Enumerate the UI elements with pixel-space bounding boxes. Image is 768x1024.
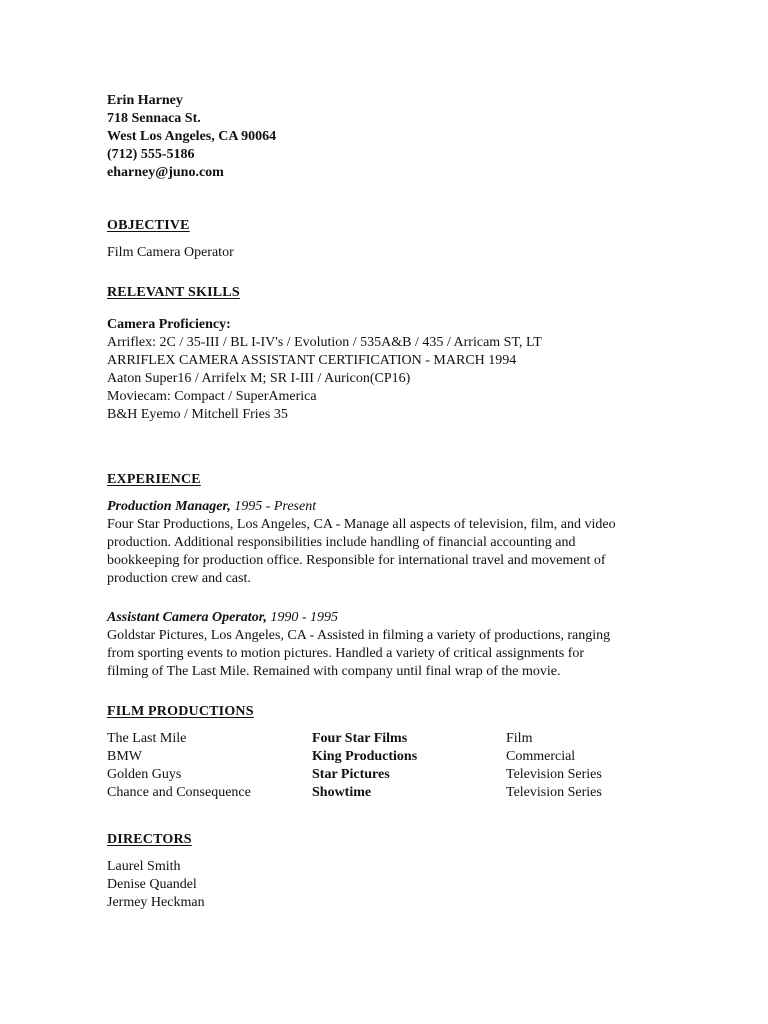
production-type: Commercial bbox=[506, 749, 576, 764]
job-title-line bbox=[107, 609, 338, 627]
contact-street: 718 Sennaca St. bbox=[107, 111, 201, 126]
objective-text: Film Camera Operator bbox=[107, 245, 234, 260]
skills-line: ARRIFLEX CAMERA ASSISTANT CERTIFICATION - MARCH 1994 bbox=[107, 353, 517, 368]
job-title-line bbox=[107, 498, 316, 516]
skills-line: Aaton Super16 / Arrifelx M; SR I-III / Auricon(CP16) bbox=[107, 371, 411, 386]
objective-heading: OBJECTIVE bbox=[107, 218, 190, 233]
directors-heading: DIRECTORS bbox=[107, 832, 192, 847]
job-title: Production Manager, bbox=[107, 499, 231, 514]
production-title: Chance and Consequence bbox=[107, 785, 251, 800]
production-company: Star Pictures bbox=[312, 767, 390, 782]
job-description-line: Goldstar Pictures, Los Angeles, CA - Assisted in filming a variety of productions, ranging bbox=[107, 628, 611, 643]
job-title: Assistant Camera Operator, bbox=[107, 610, 267, 625]
production-company: King Productions bbox=[312, 749, 418, 764]
contact-phone: (712) 555-5186 bbox=[107, 147, 195, 162]
job-description-line: bookkeeping for production office. Responsible for international travel and movement of bbox=[107, 553, 606, 568]
production-company: Showtime bbox=[312, 785, 372, 800]
contact-name: Erin Harney bbox=[107, 93, 183, 108]
skills-heading: RELEVANT SKILLS bbox=[107, 285, 240, 300]
contact-email: eharney@juno.com bbox=[107, 165, 224, 180]
experience-heading: EXPERIENCE bbox=[107, 472, 201, 487]
job-description-line: from sporting events to motion pictures. Handled a variety of critical assignments for bbox=[107, 646, 585, 661]
skills-line: Arriflex: 2C / 35-III / BL I-IV's / Evolution / 535A&B / 435 / Arricam ST, LT bbox=[107, 335, 542, 350]
production-type: Film bbox=[506, 731, 533, 746]
job-description-line: production. Additional responsibilities include handling of financial accounting and bbox=[107, 535, 576, 550]
job-dates: 1990 - 1995 bbox=[266, 610, 339, 625]
productions-heading: FILM PRODUCTIONS bbox=[107, 704, 254, 719]
production-company: Four Star Films bbox=[312, 731, 408, 746]
director-name: Jermey Heckman bbox=[107, 895, 205, 910]
production-type: Television Series bbox=[506, 767, 602, 782]
director-name: Denise Quandel bbox=[107, 877, 197, 892]
job-description-line: filming of The Last Mile. Remained with company until final wrap of the movie. bbox=[107, 664, 561, 679]
skills-subheading: Camera Proficiency: bbox=[107, 317, 231, 332]
production-type: Television Series bbox=[506, 785, 602, 800]
skills-line: B&H Eyemo / Mitchell Fries 35 bbox=[107, 407, 288, 422]
job-description-line: production crew and cast. bbox=[107, 571, 251, 586]
production-title: The Last Mile bbox=[107, 731, 187, 746]
job-dates: 1995 - Present bbox=[230, 499, 317, 514]
production-title: Golden Guys bbox=[107, 767, 182, 782]
job-description-line: Four Star Productions, Los Angeles, CA - Manage all aspects of television, film, and video bbox=[107, 517, 616, 532]
skills-line: Moviecam: Compact / SuperAmerica bbox=[107, 389, 317, 404]
production-title: BMW bbox=[107, 749, 142, 764]
contact-city: West Los Angeles, CA 90064 bbox=[107, 129, 277, 144]
director-name: Laurel Smith bbox=[107, 859, 181, 874]
